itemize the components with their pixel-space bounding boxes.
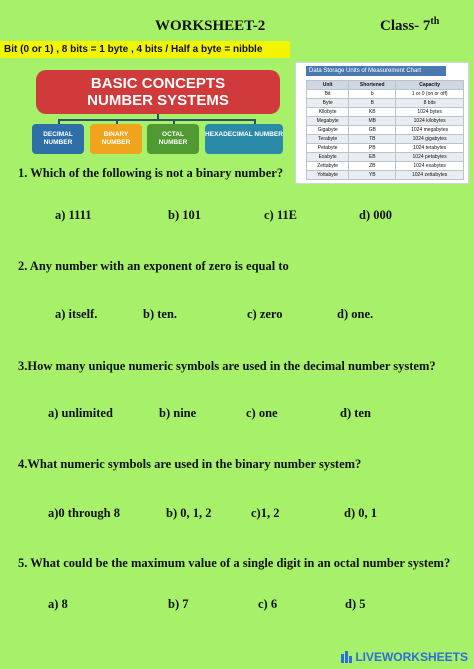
table-header-row — [307, 81, 464, 90]
question-5: 5. What could be the maximum value of a single digit in an octal number system? — [18, 556, 451, 570]
hexadecimal-number-box: HEXADECIMAL NUMBER — [205, 124, 283, 154]
table-cell: MB — [349, 117, 396, 126]
table-cell: KB — [349, 108, 396, 117]
liveworksheets-brand: LIVEWORKSHEETS — [355, 650, 468, 664]
question-1: 1. Which of the following is not a binary number? — [18, 166, 284, 180]
q5-option-a[interactable]: a) 8 — [48, 597, 68, 611]
class-label-text: Class- 7 — [380, 18, 431, 34]
octal-number-box: OCTAL NUMBER — [147, 124, 199, 154]
table-cell: 1024 bytes — [396, 108, 464, 117]
table-row — [307, 162, 464, 171]
table-cell: 1024 terabytes — [396, 144, 464, 153]
question-4: 4.What numeric symbols are used in the binary number system? — [18, 457, 362, 471]
table-row — [307, 108, 464, 117]
table-cell: 1 or 0 (on or off) — [396, 90, 464, 99]
table-cell: Yottabyte — [307, 171, 349, 180]
q2-option-d[interactable]: d) one. — [337, 307, 374, 321]
table-cell: Byte — [307, 99, 349, 108]
table-cell: TB — [349, 135, 396, 144]
table-cell: 8 bits — [396, 99, 464, 108]
decimal-number-box: DECIMAL NUMBER — [32, 124, 84, 154]
table-row — [307, 153, 464, 162]
binary-number-box: BINARY NUMBER — [90, 124, 142, 154]
q4-option-d[interactable]: d) 0, 1 — [344, 506, 377, 520]
table-cell: 1024 kilobytes — [396, 117, 464, 126]
class-label-sup: th — [430, 16, 440, 27]
liveworksheets-logo-icon — [341, 651, 353, 663]
table-row — [307, 171, 464, 180]
table-cell: YB — [349, 171, 396, 180]
table-cell: Megabyte — [307, 117, 349, 126]
table-cell: 1024 megabytes — [396, 126, 464, 135]
table-cell: PB — [349, 144, 396, 153]
table-cell: 1024 petabytes — [396, 153, 464, 162]
table-cell: Gigabyte — [307, 126, 349, 135]
q4-option-c[interactable]: c)1, 2 — [251, 506, 280, 520]
banner-line-1: BASIC CONCEPTS — [90, 75, 226, 92]
column-header: Capacity — [396, 81, 464, 90]
table-cell: ZB — [349, 162, 396, 171]
table-cell: Bit — [307, 90, 349, 99]
facts-bar: Bit (0 or 1) , 8 bits = 1 byte , 4 bits / Half a byte = nibble — [0, 41, 290, 58]
table-cell: Exabyte — [307, 153, 349, 162]
table-cell: B — [349, 99, 396, 108]
question-2: 2. Any number with an exponent of zero is equal to — [18, 259, 289, 273]
storage-chart-title: Data Storage Units of Measurement Chart — [306, 66, 446, 76]
q2-option-a[interactable]: a) itself. — [55, 307, 98, 321]
q5-option-b[interactable]: b) 7 — [168, 597, 189, 611]
table-row — [307, 117, 464, 126]
worksheet-title: WORKSHEET-2 — [155, 18, 266, 34]
q1-option-c[interactable]: c) 11E — [264, 208, 297, 222]
question-3: 3.How many unique numeric symbols are used in the decimal number system? — [18, 359, 436, 373]
table-cell: EB — [349, 153, 396, 162]
table-row — [307, 135, 464, 144]
q1-option-d[interactable]: d) 000 — [359, 208, 392, 222]
table-cell: Petabyte — [307, 144, 349, 153]
table-cell: GB — [349, 126, 396, 135]
table-cell: Kilobyte — [307, 108, 349, 117]
q4-option-b[interactable]: b) 0, 1, 2 — [166, 506, 212, 520]
storage-units-table — [306, 80, 464, 180]
column-header: Shortened — [349, 81, 396, 90]
column-header: Unit — [307, 81, 349, 90]
q3-option-d[interactable]: d) ten — [340, 406, 371, 420]
table-cell: 1024 exabytes — [396, 162, 464, 171]
table-row — [307, 144, 464, 153]
concepts-banner — [36, 70, 280, 114]
table-cell: Terabyte — [307, 135, 349, 144]
q2-option-b[interactable]: b) ten. — [143, 307, 178, 321]
q3-option-c[interactable]: c) one — [246, 406, 278, 420]
table-cell: 1024 zettabytes — [396, 171, 464, 180]
table-cell: Zettabyte — [307, 162, 349, 171]
storage-units-chart — [295, 62, 469, 184]
liveworksheets-logo[interactable] — [341, 645, 468, 669]
q1-option-b[interactable]: b) 101 — [168, 208, 201, 222]
table-row — [307, 90, 464, 99]
q3-option-a[interactable]: a) unlimited — [48, 406, 113, 420]
q3-option-b[interactable]: b) nine — [159, 406, 197, 420]
q1-option-a[interactable]: a) 1111 — [55, 208, 92, 222]
banner-line-2: NUMBER SYSTEMS — [87, 92, 229, 109]
tree-bar — [58, 119, 256, 121]
table-row — [307, 99, 464, 108]
q5-option-d[interactable]: d) 5 — [345, 597, 366, 611]
table-row — [307, 126, 464, 135]
q4-option-a[interactable]: a)0 through 8 — [48, 506, 121, 520]
table-cell: 1024 gigabytes — [396, 135, 464, 144]
q5-option-c[interactable]: c) 6 — [258, 597, 278, 611]
q2-option-c[interactable]: c) zero — [247, 307, 283, 321]
table-cell: b — [349, 90, 396, 99]
class-label — [380, 18, 439, 35]
number-systems-graphic — [30, 64, 285, 160]
